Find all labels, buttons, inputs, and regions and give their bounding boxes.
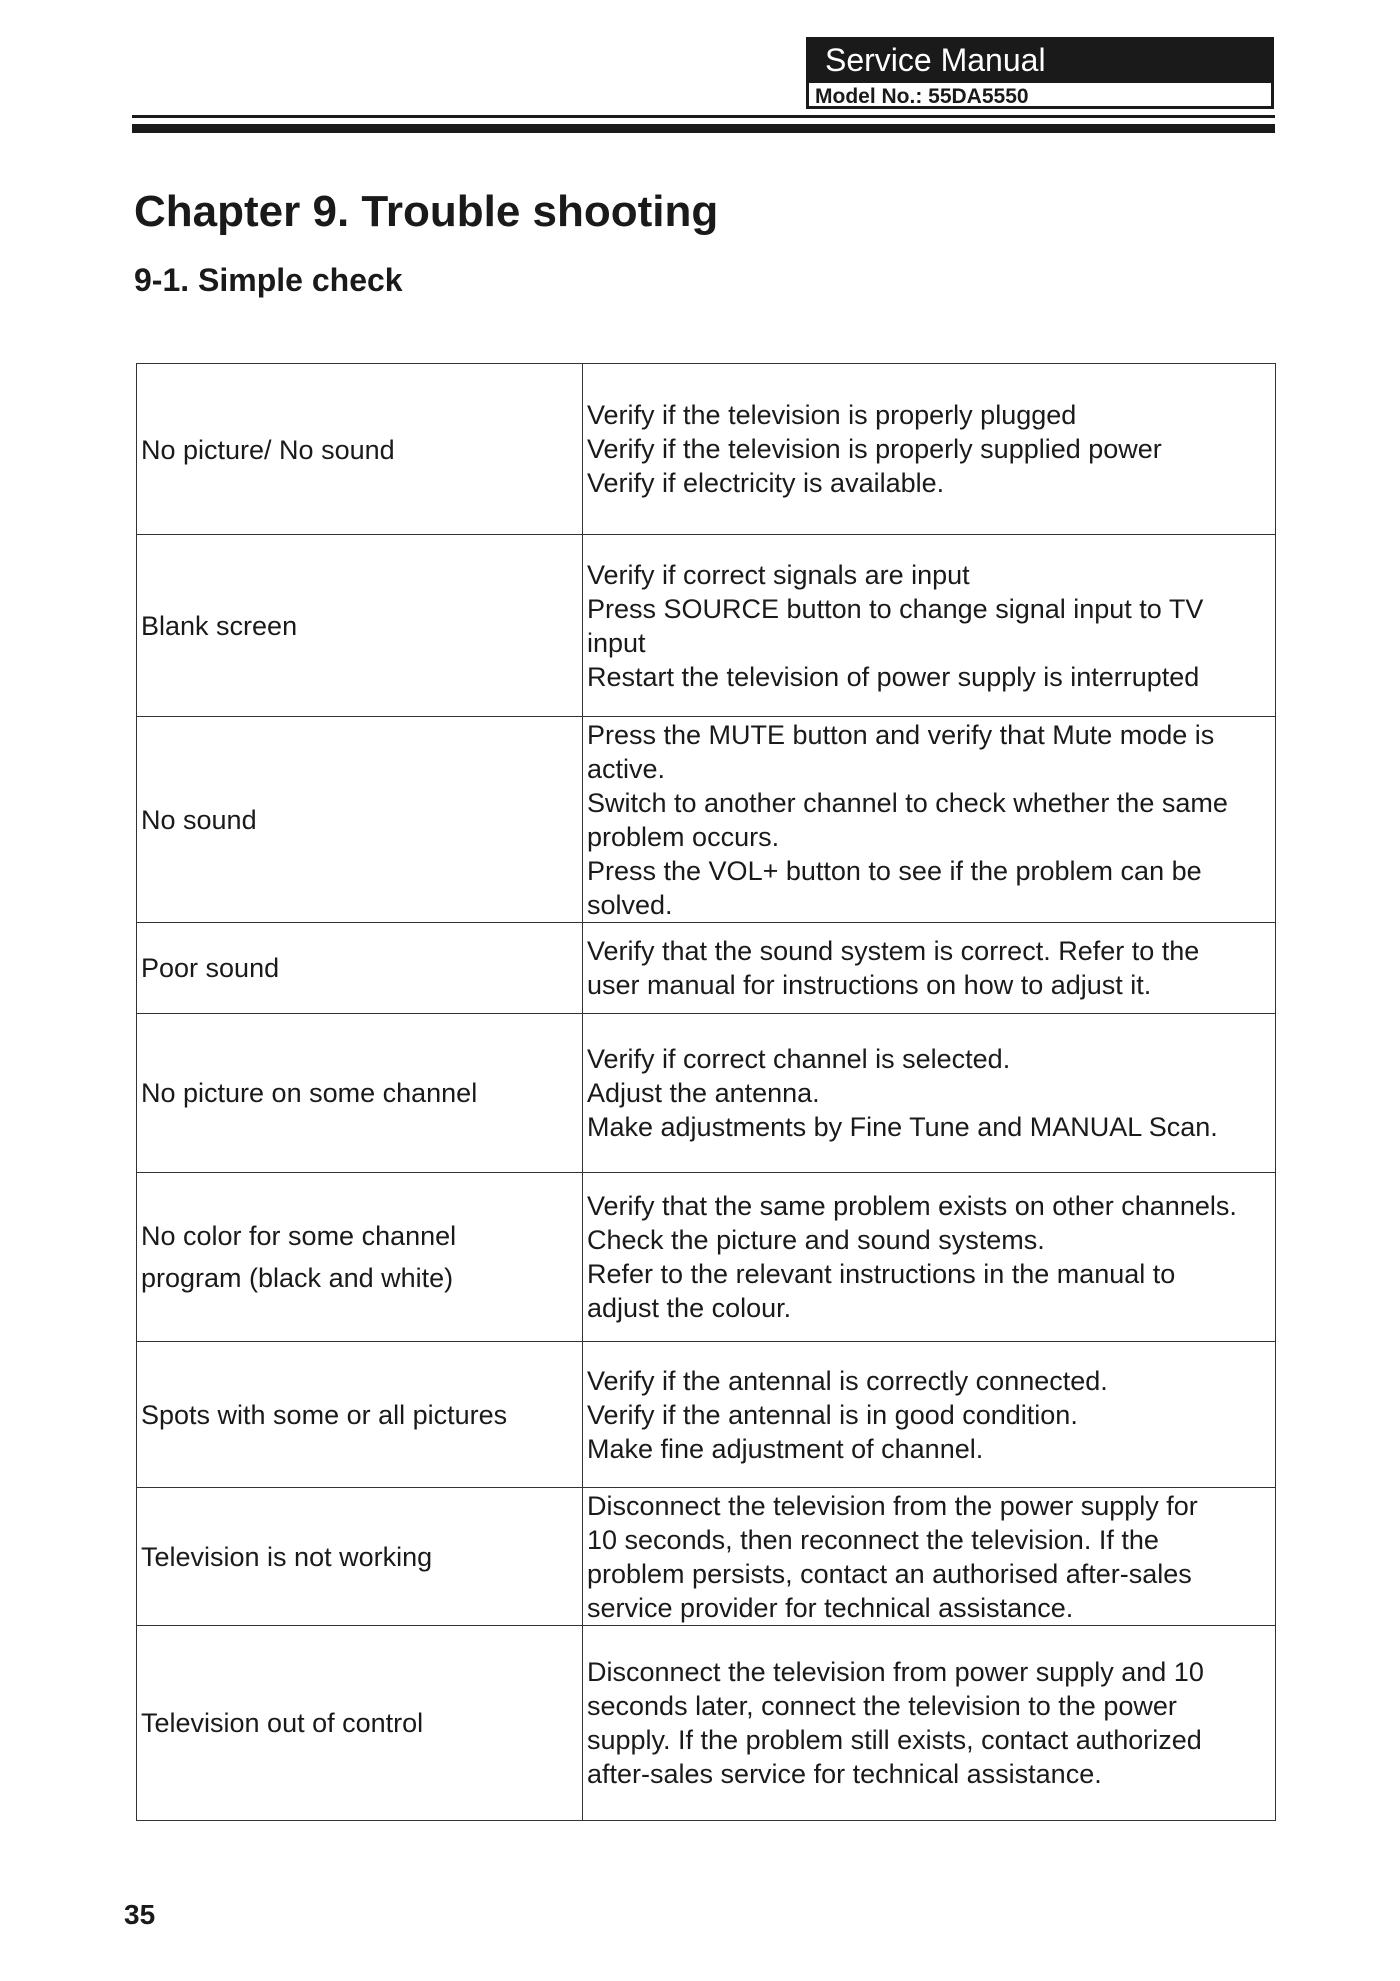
action-text: Disconnect the television from the power supply for [587,1490,1198,1521]
action-text: solved. [587,889,673,920]
symptom-text: No picture/ No sound [141,435,395,465]
table-row [137,717,1276,923]
chapter-title: Chapter 9. Trouble shooting [134,187,719,236]
action-text: Verify if the antennal is in good condition. [587,1399,1078,1430]
trouble-shooting-table [136,363,1276,1821]
action-text: Verify if the television is properly supplied power [587,434,1162,464]
action-cell [583,364,1276,535]
action-text: Verify if the antennal is correctly connected. [587,1365,1108,1396]
action-text: Restart the television of power supply is interrupted [587,661,1200,692]
action-text: Check the picture and sound systems. [587,1225,1045,1255]
header-rule-thick [132,124,1275,133]
section-title: 9-1. Simple check [134,262,403,298]
symptom-cell [137,1014,583,1173]
action-text: input [587,627,646,658]
header-rule-thin [132,115,1275,118]
table-row [137,1626,1276,1821]
table-row [137,364,1276,535]
action-cell [583,1173,1276,1342]
symptom-text: Spots with some or all pictures [141,1399,508,1430]
symptom-cell [137,1342,583,1488]
symptom-cell [137,1173,583,1342]
symptom-text: No color for some channel [141,1221,457,1251]
action-text: seconds later, connect the television to the power [587,1691,1177,1721]
symptom-text: Television out of control [141,1708,424,1738]
page-number: 35 [124,1899,156,1930]
action-cell [583,1342,1276,1488]
action-text: Press SOURCE button to change signal input to TV [587,593,1204,624]
action-cell [583,717,1276,923]
symptom-cell [137,717,583,923]
symptom-text: Television is not working [141,1541,433,1572]
action-text: 10 seconds, then reconnect the television. If the [587,1524,1159,1555]
action-text: Disconnect the television from power supply and 10 [587,1657,1204,1687]
action-text: Press the MUTE button and verify that Mute mode is [587,719,1215,750]
symptom-text: program (black and white) [141,1263,454,1293]
action-text: Make adjustments by Fine Tune and MANUAL Scan. [587,1112,1218,1142]
table-row [137,1173,1276,1342]
symptom-text: Blank screen [141,610,298,641]
symptom-cell [137,1488,583,1626]
model-number: Model No.: 55DA5550 [809,80,1271,109]
action-text: Verify if electricity is available. [587,468,945,498]
table-row [137,1342,1276,1488]
action-text: after-sales service for technical assistance. [587,1759,1102,1789]
action-text: Refer to the relevant instructions in the manual to [587,1259,1176,1289]
action-cell [583,535,1276,717]
action-text: Switch to another channel to check whether the same [587,787,1228,818]
action-cell [583,1488,1276,1626]
service-manual-badge [806,37,1274,109]
action-text: Verify that the sound system is correct. Refer to the [587,936,1200,966]
action-text: Verify if correct channel is selected. [587,1044,1011,1074]
symptom-cell [137,1626,583,1821]
action-text: Adjust the antenna. [587,1078,820,1108]
symptom-text: No picture on some channel [141,1078,478,1108]
symptom-cell [137,535,583,717]
table-row [137,923,1276,1014]
action-text: adjust the colour. [587,1293,792,1323]
action-text: problem occurs. [587,821,780,852]
action-text: Verify if correct signals are input [587,559,970,590]
action-cell [583,923,1276,1014]
symptom-cell [137,364,583,535]
action-text: active. [587,753,666,784]
table-row [137,1014,1276,1173]
action-cell [583,1014,1276,1173]
symptom-cell [137,923,583,1014]
action-text: Make fine adjustment of channel. [587,1433,984,1464]
table-row [137,1488,1276,1626]
action-text: user manual for instructions on how to adjust it. [587,970,1152,1000]
action-text: supply. If the problem still exists, contact authorized [587,1725,1202,1755]
action-text: problem persists, contact an authorised after-sales [587,1558,1192,1589]
table-row [137,535,1276,717]
action-text: service provider for technical assistance. [587,1592,1074,1623]
symptom-text: Poor sound [141,953,280,983]
symptom-text: No sound [141,804,257,835]
action-text: Verify that the same problem exists on other channels. [587,1191,1237,1221]
manual-title: Service Manual [809,40,1271,80]
action-cell [583,1626,1276,1821]
action-text: Press the VOL+ button to see if the problem can be [587,855,1202,886]
table-body [137,364,1276,1821]
action-text: Verify if the television is properly plugged [587,400,1077,430]
